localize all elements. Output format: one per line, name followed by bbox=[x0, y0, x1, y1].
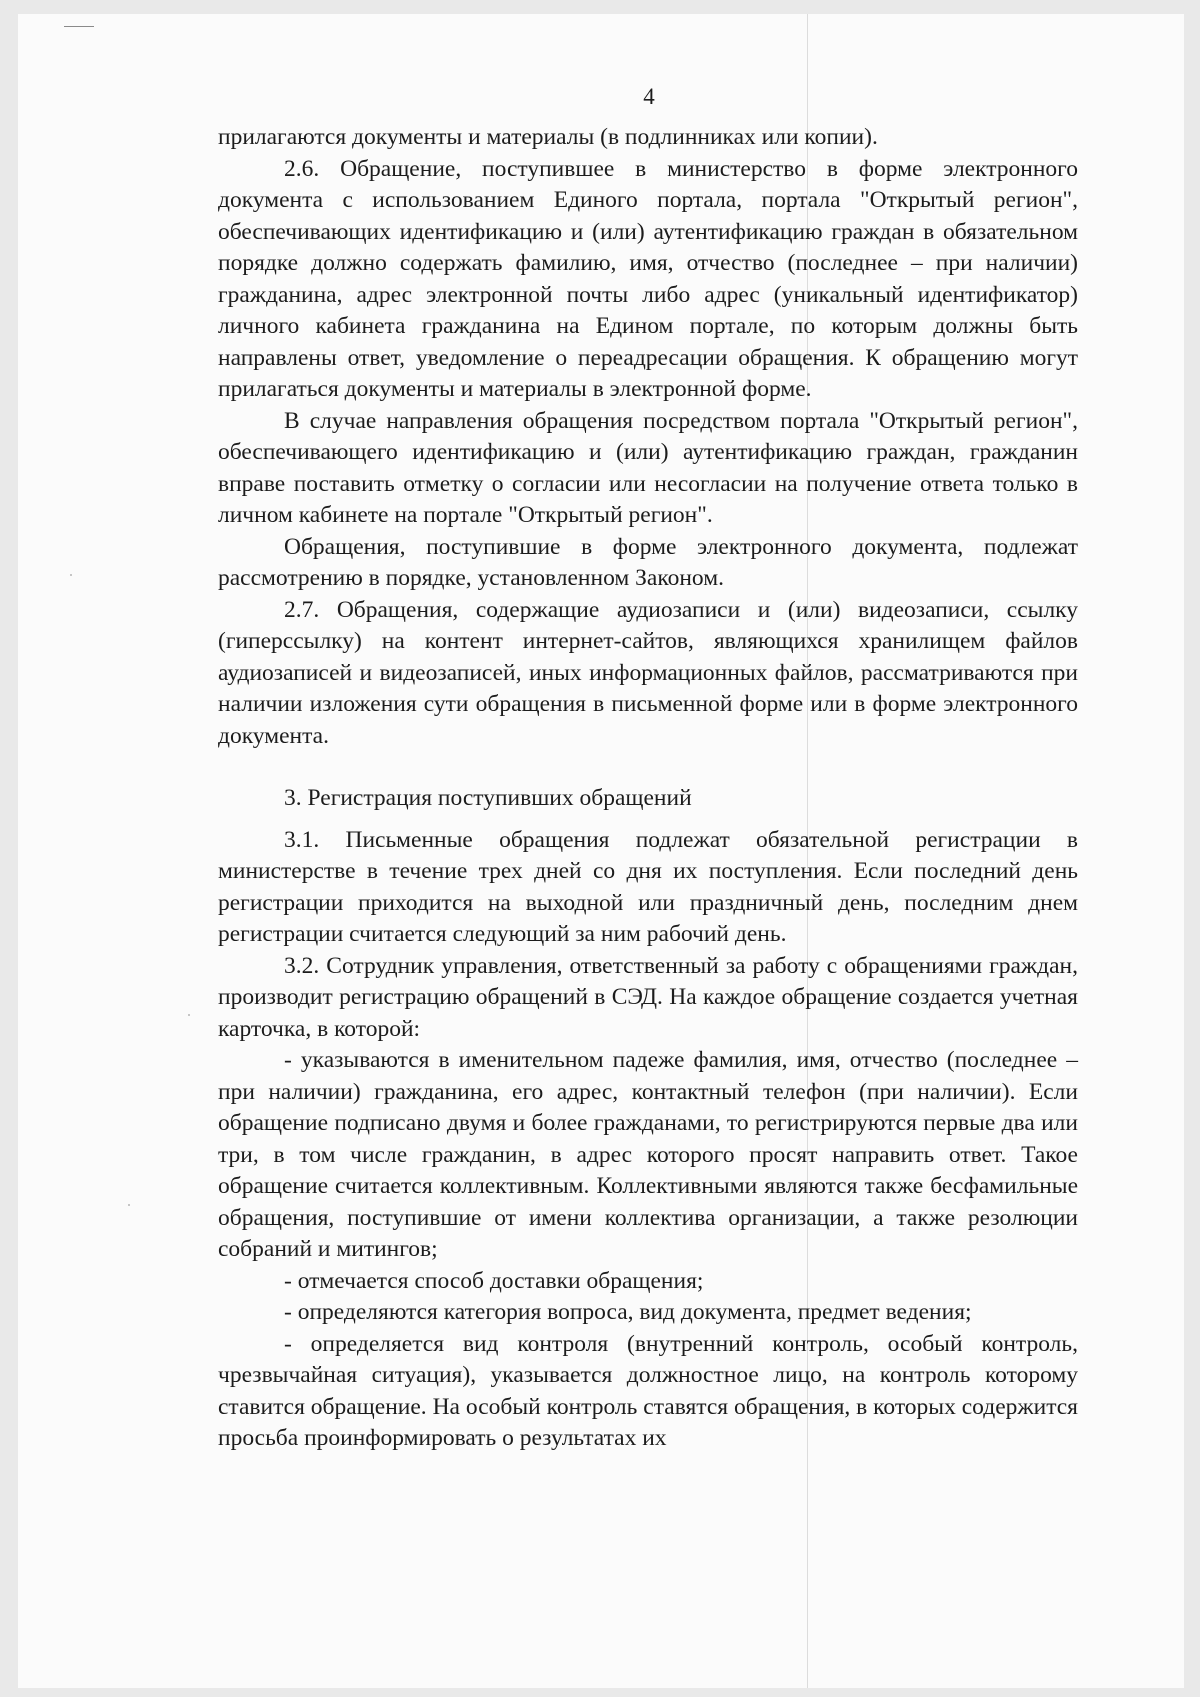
list-item: - определяются категория вопроса, вид документа, предмет ведения; bbox=[284, 1299, 972, 1325]
scan-speck bbox=[128, 1204, 130, 1206]
paragraph: В случае направления обращения посредством портала "Открытый регион", обеспечивающего идентификацию и (или) аутентификацию граждан, гражданин вправе поставить отметку о согласии или несогласии на получение ответа только в личном кабинете на портале "Открытый регион". bbox=[218, 407, 1078, 528]
list-item: - определяется вид контроля (внутренний контроль, особый контроль, чрезвычайная ситуация), указывается должностное лицо, на контроль которому ставится обращение. На особый контроль ставятся обращения, в которых содержится просьба проинформировать о результатах их bbox=[218, 1330, 1078, 1451]
paragraph: Обращения, поступившие в форме электронного документа, подлежат рассмотрению в порядке, установленном Законом. bbox=[218, 533, 1078, 591]
document-page bbox=[18, 14, 1184, 1688]
scan-speck bbox=[70, 574, 72, 576]
page-number: 4 bbox=[643, 84, 655, 109]
section-heading: 3. Регистрация поступивших обращений bbox=[284, 785, 692, 811]
list-item: - указываются в именительном падеже фамилия, имя, отчество (последнее – при наличии) гражданина, его адрес, контактный телефон (при наличии). Если обращение подписано двумя и более гражданами, то регистрируются первые два или три, в том числе гражданин, в адрес которого просят направить ответ. Такое обращение считается коллективным. Коллективными являются также бесфамильные обращения, поступившие от имени коллектива организации, а также резолюции собраний и митингов; bbox=[218, 1047, 1078, 1262]
list-item: - отмечается способ доставки обращения; bbox=[284, 1267, 704, 1294]
scan-speck bbox=[188, 1014, 190, 1016]
paragraph: 2.7. Обращения, содержащие аудиозаписи и (или) видеозаписи, ссылку (гиперссылку) на контент интернет-сайтов, являющихся хранилищем файлов аудиозаписей и видеозаписей, иных информационных файлов, рассматриваются при наличии изложения сути обращения в письменной форме или в форме электронного документа. bbox=[218, 596, 1078, 749]
paragraph: 3.2. Сотрудник управления, ответственный за работу с обращениями граждан, производит регистрацию обращений в СЭД. На каждое обращение создается учетная карточка, в которой: bbox=[218, 952, 1078, 1042]
paragraph: прилагаются документы и материалы (в подлинниках или копии). bbox=[218, 124, 878, 150]
paragraph: 2.6. Обращение, поступившее в министерство в форме электронного документа с использованием Единого портала, портала "Открытый регион", обеспечивающих идентификацию и (или) аутентификацию граждан в обязательном порядке должно содержать фамилию, имя, отчество (последнее – при наличии) гражданина, адрес электронной почты либо адрес (уникальный идентификатор) личного кабинета гражданина на Едином портале, по которым должны быть направлены ответ, уведомление о переадресации обращения. К обращению могут прилагаться документы и материалы в электронной форме. bbox=[218, 155, 1078, 402]
document-body bbox=[218, 122, 1078, 1455]
paragraph: 3.1. Письменные обращения подлежат обязательной регистрации в министерстве в течение трех дней со дня их поступления. Если последний день регистрации приходится на выходной или праздничный день, последним днем регистрации считается следующий за ним рабочий день. bbox=[218, 826, 1078, 947]
scan-corner-mark bbox=[64, 26, 94, 31]
